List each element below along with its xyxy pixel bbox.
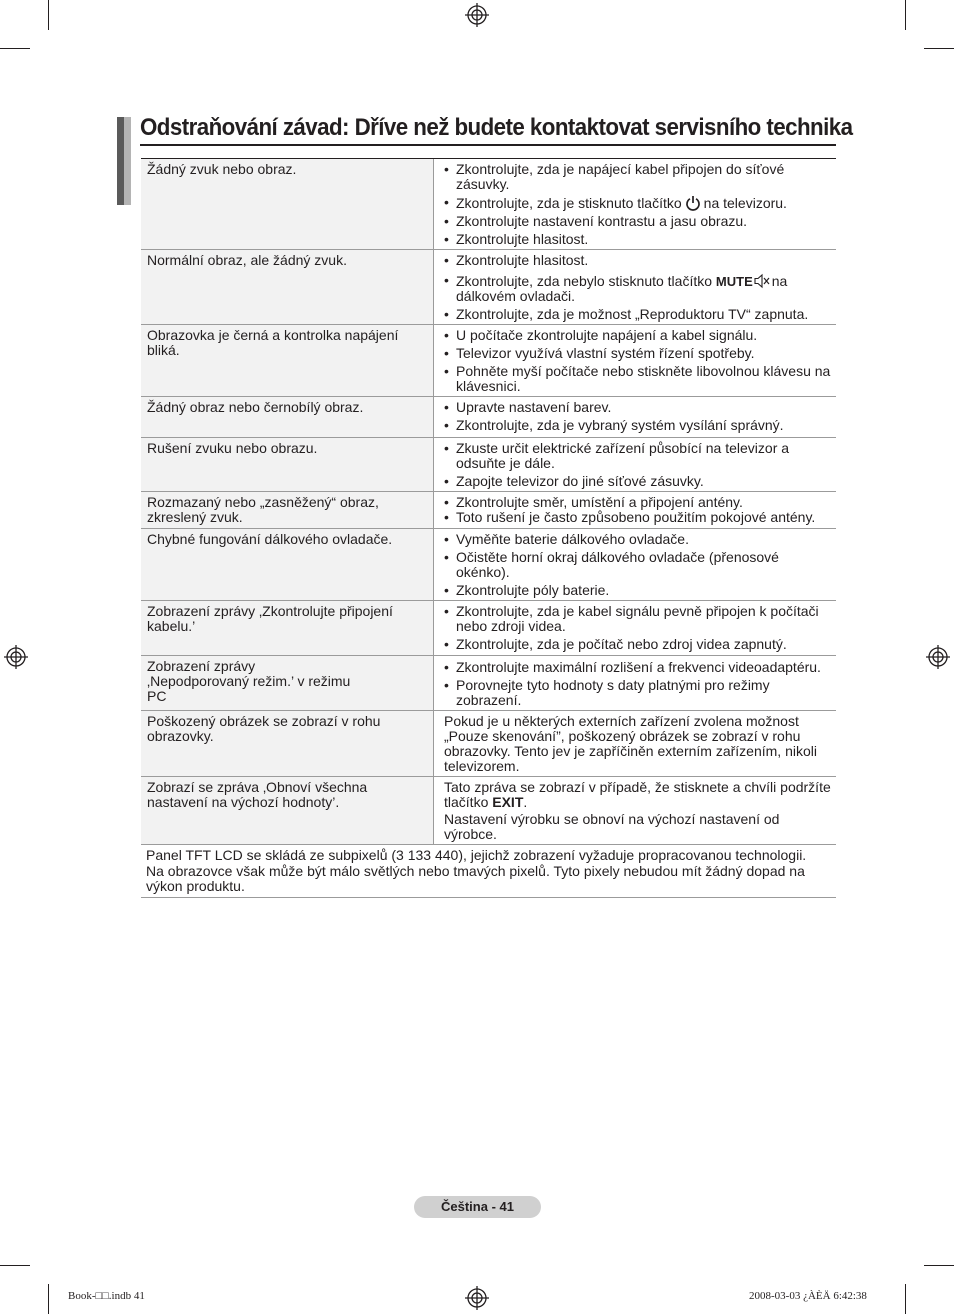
- symptom-cell: Rušení zvuku nebo obrazu.: [141, 438, 434, 492]
- symptom-cell: Normální obraz, ale žádný zvuk.: [141, 250, 434, 325]
- list-item: • Zkontrolujte, zda je vybraný systém vysílání správný.: [444, 418, 836, 433]
- list-item: • Zkontrolujte, zda je napájecí kabel připojen do síťové zásuvky.: [444, 162, 836, 192]
- list-item: • Zkontrolujte póly baterie.: [444, 583, 836, 598]
- crop-mark: [0, 1265, 30, 1266]
- list-item: • Zkontrolujte hlasitost.: [444, 253, 836, 268]
- list-item: • U počítače zkontrolujte napájení a kabel signálu.: [444, 328, 836, 343]
- solution-cell: [434, 250, 837, 325]
- symptom-cell: Zobrazí se zpráva ‚Obnoví všechna nastavení na výchozí hodnoty’.: [141, 777, 434, 845]
- list-item: • Očistěte horní okraj dálkového ovladače (přenosové okénko).: [444, 550, 836, 580]
- registration-mark-icon: [926, 645, 950, 669]
- crop-mark: [924, 1265, 954, 1266]
- list-item: • Zkontrolujte hlasitost.: [444, 232, 836, 247]
- table-row: [141, 159, 836, 250]
- note-text: Na obrazovce však může být málo světlých nebo tmavých pixelů. Tyto pixely nebudou mít žádný dopad na výkon produktu.: [146, 863, 805, 894]
- table-row: [141, 656, 836, 711]
- symptom-cell: Chybné fungování dálkového ovladače.: [141, 529, 434, 601]
- table-row: [141, 529, 836, 601]
- solution-cell: [434, 601, 837, 656]
- power-icon: [685, 195, 701, 211]
- solution-cell: [434, 325, 837, 397]
- solution-cell: [434, 529, 837, 601]
- solution-cell: [434, 159, 837, 250]
- solution-cell: [434, 397, 837, 438]
- symptom-cell: Žádný zvuk nebo obraz.: [141, 159, 434, 250]
- mute-icon: [754, 273, 770, 289]
- registration-mark-icon: [465, 1286, 489, 1310]
- list-item-continuation: • Toto rušení je často způsobeno použitím pokojové antény.: [444, 510, 836, 525]
- crop-mark: [0, 48, 30, 49]
- list-item: • Upravte nastavení barev.: [444, 400, 836, 415]
- crop-mark: [924, 48, 954, 49]
- mute-label: MUTE: [715, 274, 753, 289]
- symptom-cell: Rozmazaný nebo „zasněžený“ obraz, zkreslený zvuk.: [141, 492, 434, 529]
- list-item: • Zkontrolujte, zda nebylo stisknuto tlačítko MUTE na dálkovém ovladači.: [444, 273, 836, 304]
- list-item: • Zkontrolujte, zda je možnost „Reproduktoru TV“ zapnuta.: [444, 307, 836, 322]
- list-item: • Zkontrolujte, zda je stisknuto tlačítko na televizoru.: [444, 195, 836, 211]
- page-title: Odstraňování závad: Dříve než budete kontaktovat servisního technika: [140, 114, 853, 141]
- list-item: • Zkontrolujte maximální rozlišení a frekvenci videoadaptéru.: [444, 660, 836, 675]
- imprint-date: 2008-03-03 ¿ÀÈÄ 6:42:38: [749, 1290, 867, 1302]
- exit-label: EXIT: [492, 794, 524, 810]
- imprint-file: Book-□□.indb 41: [68, 1290, 145, 1302]
- table-row: [141, 325, 836, 397]
- table-row: [141, 250, 836, 325]
- troubleshooting-table: [141, 158, 836, 898]
- list-item: • Zkontrolujte, zda je kabel signálu pevně připojen k počítači nebo zdroji videa.: [444, 604, 836, 634]
- crop-mark: [905, 1284, 906, 1314]
- note-text: Panel TFT LCD se skládá ze subpixelů (3 133 440), jejichž zobrazení vyžaduje propracovanou technologii.: [146, 847, 807, 863]
- registration-mark-icon: [4, 645, 28, 669]
- list-item: • Zkuste určit elektrické zařízení působící na televizor a odsuňte je dále.: [444, 441, 836, 471]
- crop-mark: [48, 1284, 49, 1314]
- table-row: [141, 397, 836, 438]
- crop-mark: [905, 0, 906, 30]
- solution-cell: [434, 777, 837, 845]
- title-accent-bar: [117, 117, 124, 205]
- symptom-cell: Zobrazení zprávy ‚Zkontrolujte připojení kabelu.’: [141, 601, 434, 656]
- symptom-cell: Žádný obraz nebo černobílý obraz.: [141, 397, 434, 438]
- list-item: • Zapojte televizor do jiné síťové zásuvky.: [444, 474, 836, 489]
- table-row: [141, 711, 836, 777]
- list-item: • Televizor využívá vlastní systém řízení spotřeby.: [444, 346, 836, 361]
- title-accent-bar: [124, 117, 131, 205]
- table-row: [141, 492, 836, 529]
- note-row: [141, 845, 836, 898]
- table-row: [141, 438, 836, 492]
- crop-mark: [48, 0, 49, 30]
- page-number-badge: Čeština - 41: [414, 1196, 541, 1218]
- solution-cell: [434, 492, 837, 529]
- solution-text: Nastavení výrobku se obnoví na výchozí nastavení od výrobce.: [444, 811, 780, 842]
- solution-text: Pokud je u některých externích zařízení zvolena možnost „Pouze skenování”, poškozený obrázek se zobrazí v rohu obrazovky. Tento jev je zapříčiněn externím zařízením, nikoli televizorem.: [444, 713, 817, 774]
- solution-cell: [434, 656, 837, 711]
- title-underline: [140, 144, 836, 146]
- symptom-cell: Zobrazení zprávy ‚Nepodporovaný režim.’ v režimu PC: [141, 656, 434, 711]
- note-cell: [141, 845, 836, 898]
- list-item: • Vyměňte baterie dálkového ovladače.: [444, 532, 836, 547]
- list-item: • Zkontrolujte, zda je počítač nebo zdroj videa zapnutý.: [444, 637, 836, 652]
- list-item: • Porovnejte tyto hodnoty s daty platnými pro režimy zobrazení.: [444, 678, 836, 708]
- table-row: [141, 777, 836, 845]
- symptom-cell: Obrazovka je černá a kontrolka napájení bliká.: [141, 325, 434, 397]
- solution-text: Tato zpráva se zobrazí v případě, že stisknete a chvíli podržíte tlačítko EXIT.: [444, 779, 831, 810]
- solution-cell: [434, 711, 837, 777]
- symptom-cell: Poškozený obrázek se zobrazí v rohu obrazovky.: [141, 711, 434, 777]
- table-row: [141, 601, 836, 656]
- registration-mark-icon: [465, 3, 489, 27]
- list-item: • Pohněte myší počítače nebo stiskněte libovolnou klávesu na klávesnici.: [444, 364, 836, 394]
- list-item: • Zkontrolujte nastavení kontrastu a jasu obrazu.: [444, 214, 836, 229]
- list-item: • Zkontrolujte směr, umístění a připojení antény.: [444, 495, 836, 510]
- solution-cell: [434, 438, 837, 492]
